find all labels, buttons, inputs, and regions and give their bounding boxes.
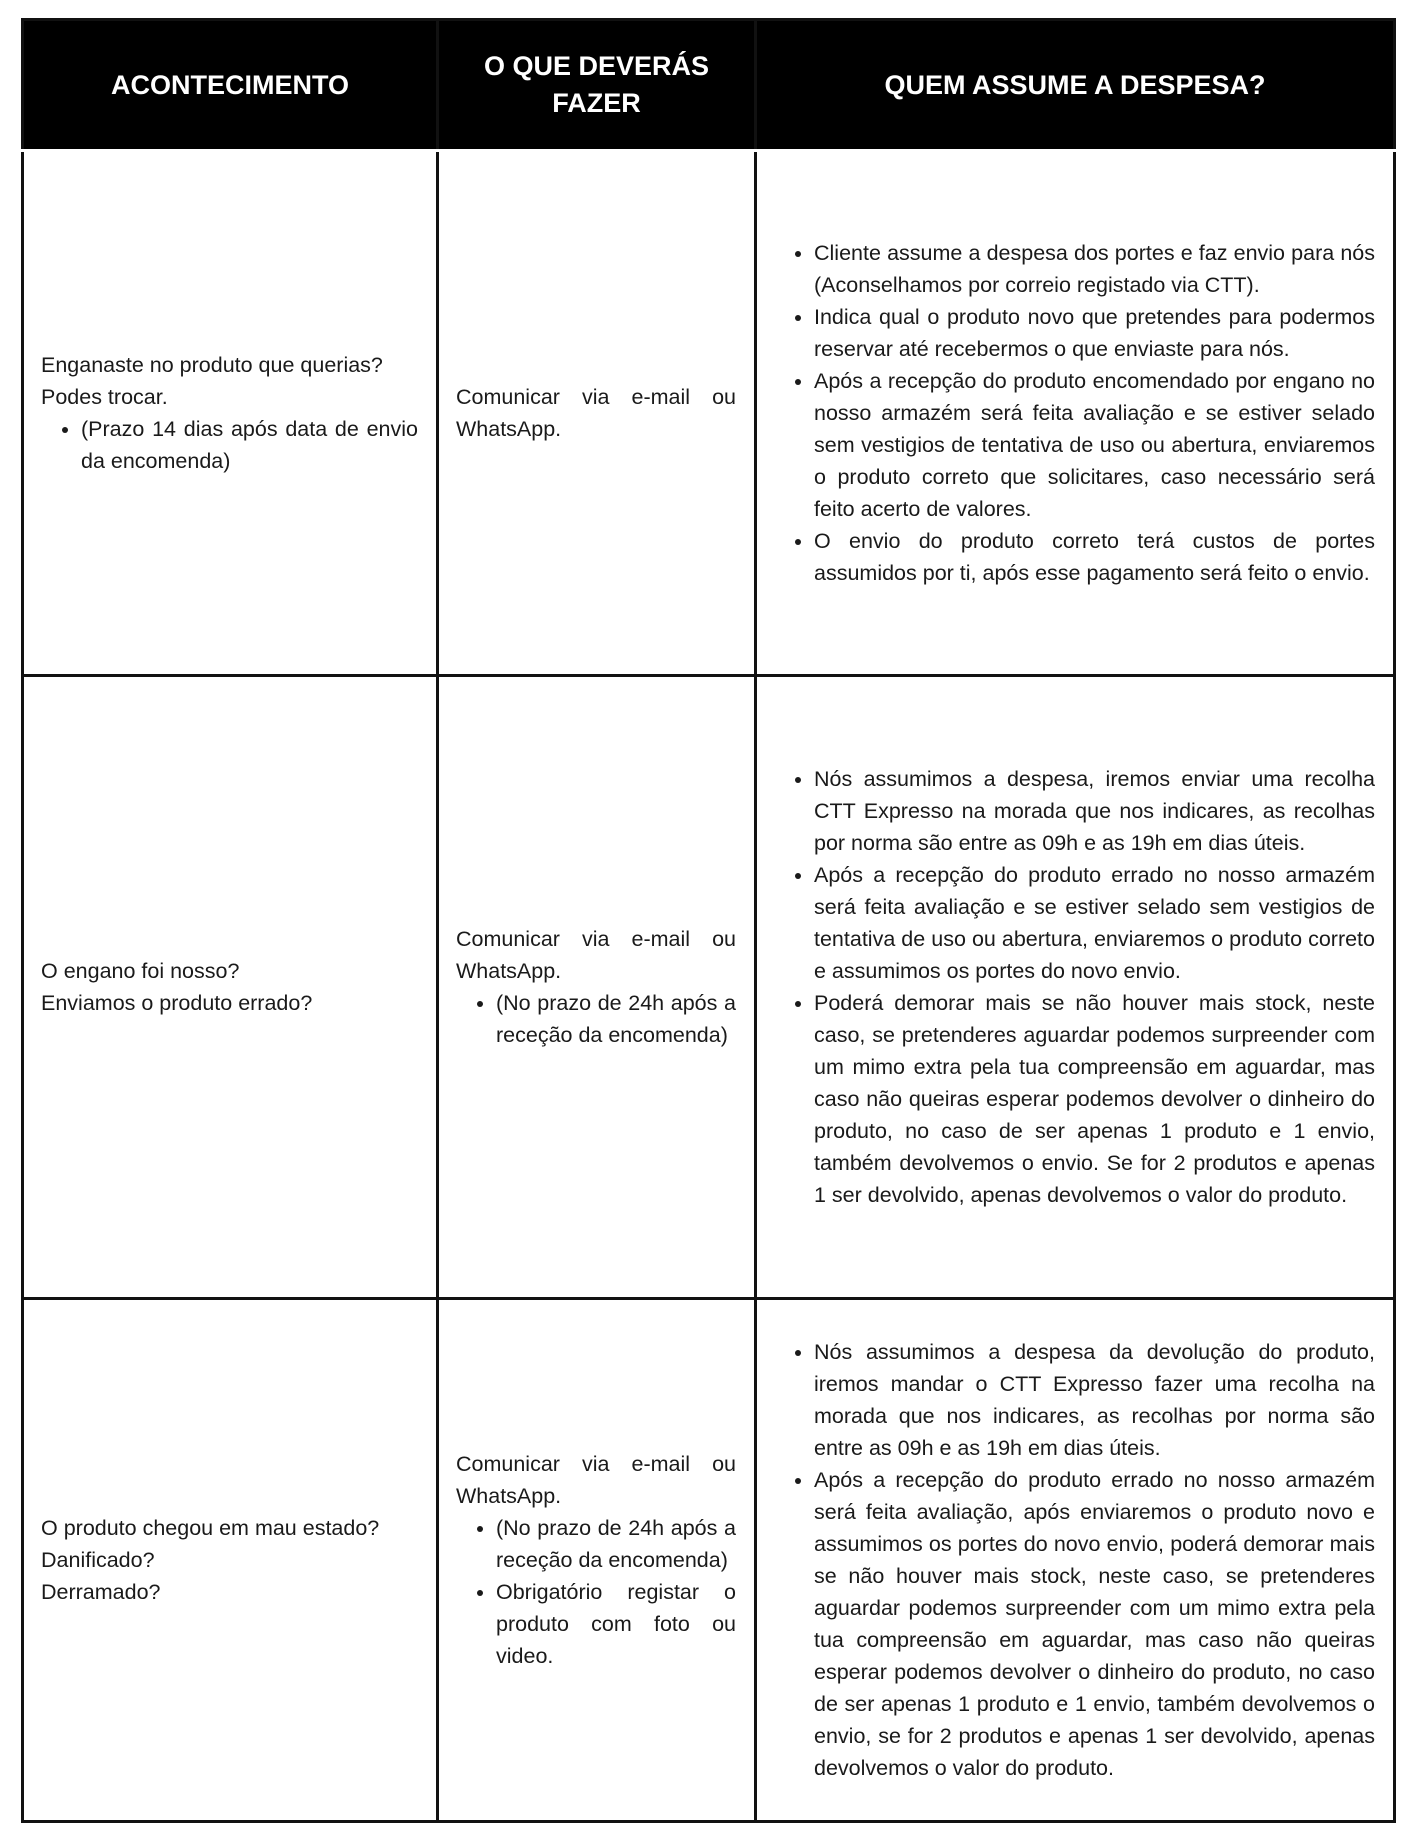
action-text: Comunicar via e-mail ou WhatsApp. bbox=[456, 1452, 736, 1508]
event-line: O engano foi nosso? bbox=[41, 959, 240, 983]
expense-bullet: • Após a recepção do produto encomendado por engano no nosso armazém será feita avaliação e se estiver selado sem vestigios de tentativa de uso ou abertura, enviaremos o produto correto que solicitares, caso necessário será feito acerto de valores. bbox=[814, 365, 1375, 525]
event-cell bbox=[23, 151, 438, 676]
expense-cell bbox=[756, 676, 1395, 1299]
expense-bullet: • Indica qual o produto novo que pretendes para podermos reservar até recebermos o que enviaste para nós. bbox=[814, 301, 1375, 365]
expense-bullet: • Poderá demorar mais se não houver mais stock, neste caso, se pretenderes aguardar podemos surpreender com um mimo extra pela tua compreensão em aguardar, mas caso não queiras esperar podemos devolver o dinheiro do produto, no caso de ser apenas 1 produto e 1 envio, também devolvemos o envio. Se for 2 produtos e apenas 1 ser devolvido, apenas devolvemos o valor do produto. bbox=[814, 987, 1375, 1211]
expense-bullet-list bbox=[774, 763, 1375, 1211]
action-cell bbox=[438, 1299, 756, 1822]
expense-bullet: • Nós assumimos a despesa da devolução do produto, iremos mandar o CTT Expresso fazer uma recolha na morada que nos indicares, as recolhas por norma são entre as 09h e as 19h em dias úteis. bbox=[814, 1336, 1375, 1464]
event-cell bbox=[23, 676, 438, 1299]
event-cell bbox=[23, 1299, 438, 1822]
event-line: Enganaste no produto que querias? bbox=[41, 353, 383, 377]
table-row bbox=[23, 1299, 1395, 1822]
expense-bullet: • O envio do produto correto terá custos de portes assumidos por ti, após esse pagamento será feito o envio. bbox=[814, 525, 1375, 589]
header-action: O QUE DEVERÁS FAZER bbox=[438, 20, 756, 151]
expense-cell bbox=[756, 1299, 1395, 1822]
header-row bbox=[23, 20, 1395, 151]
table-row bbox=[23, 151, 1395, 676]
table-row bbox=[23, 676, 1395, 1299]
event-line: Podes trocar. bbox=[41, 385, 168, 409]
header-event: ACONTECIMENTO bbox=[23, 20, 438, 151]
action-text: Comunicar via e-mail ou WhatsApp. bbox=[456, 927, 736, 983]
action-bullet-list bbox=[456, 987, 736, 1051]
expense-bullet: • Cliente assume a despesa dos portes e faz envio para nós (Aconselhamos por correio registado via CTT). bbox=[814, 237, 1375, 301]
header-expense: QUEM ASSUME A DESPESA? bbox=[756, 20, 1395, 151]
expense-bullet: • Após a recepção do produto errado no nosso armazém será feita avaliação e se estiver selado sem vestigios de tentativa de uso ou abertura, enviaremos o produto correto e assumimos os portes do novo envio. bbox=[814, 859, 1375, 987]
expense-bullet-list bbox=[774, 1336, 1375, 1784]
action-bullet: • (No prazo de 24h após a receção da encomenda) bbox=[496, 1512, 736, 1576]
action-bullet: • Obrigatório registar o produto com foto ou video. bbox=[496, 1576, 736, 1672]
event-line: O produto chegou em mau estado? bbox=[41, 1516, 380, 1540]
expense-bullet: • Após a recepção do produto errado no nosso armazém será feita avaliação, após enviaremos o produto novo e assumimos os portes do novo envio, poderá demorar mais se não houver mais stock, neste caso, se pretenderes aguardar podemos surpreender com um mimo extra pela tua compreensão em aguardar, mas caso não queiras esperar podemos devolver o dinheiro do produto, no caso de ser apenas 1 produto e 1 envio, também devolvemos o envio, se for 2 produtos e apenas 1 ser devolvido, apenas devolvemos o valor do produto. bbox=[814, 1464, 1375, 1784]
returns-policy-table bbox=[21, 18, 1396, 1823]
expense-bullet: • Nós assumimos a despesa, iremos enviar uma recolha CTT Expresso na morada que nos indicares, as recolhas por norma são entre as 09h e as 19h em dias úteis. bbox=[814, 763, 1375, 859]
event-bullet: • (Prazo 14 dias após data de envio da encomenda) bbox=[81, 413, 418, 477]
action-text: Comunicar via e-mail ou WhatsApp. bbox=[456, 385, 736, 441]
event-line: Derramado? bbox=[41, 1580, 161, 1604]
action-cell bbox=[438, 676, 756, 1299]
event-bullet-list bbox=[41, 413, 418, 477]
action-bullet: • (No prazo de 24h após a receção da encomenda) bbox=[496, 987, 736, 1051]
expense-bullet-list bbox=[774, 237, 1375, 589]
event-line: Danificado? bbox=[41, 1548, 155, 1572]
event-line: Enviamos o produto errado? bbox=[41, 991, 313, 1015]
action-cell bbox=[438, 151, 756, 676]
action-bullet-list bbox=[456, 1512, 736, 1672]
expense-cell bbox=[756, 151, 1395, 676]
